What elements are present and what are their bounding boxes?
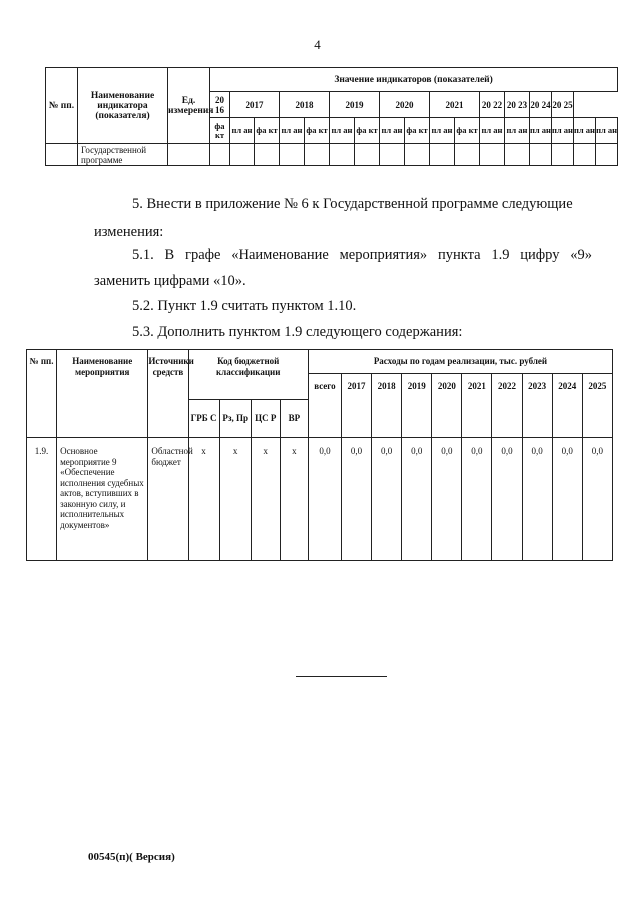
col-source-header: Источники средств <box>148 350 188 438</box>
subheader-plan: пл ан <box>574 118 596 144</box>
subheader-plan: пл ан <box>552 118 574 144</box>
year-2021-header: 2021 <box>462 374 492 438</box>
table-cell <box>168 144 210 166</box>
year-2022-header: 2022 <box>492 374 522 438</box>
activities-table <box>26 349 613 561</box>
year-2020-header: 2020 <box>380 92 430 118</box>
code-rz-pr-header: Рз, Пр <box>219 400 251 438</box>
code-csr-header: ЦС Р <box>251 400 280 438</box>
indicator-row-name: Государственной программе <box>78 144 168 166</box>
page-number: 4 <box>314 37 321 52</box>
row-value-2018: 0,0 <box>372 438 402 561</box>
col-budget-code-header: Код бюджетной классификации <box>188 350 308 400</box>
year-2025-header: 2025 <box>582 374 612 438</box>
paragraph-5-continued: изменения: <box>94 224 164 240</box>
subheader-fakt: фа кт <box>210 118 230 144</box>
row-value-2022: 0,0 <box>492 438 522 561</box>
subheader-fakt: фа кт <box>355 118 380 144</box>
year-2023-header: 20 23 <box>505 92 530 118</box>
row-code-csr: x <box>251 438 280 561</box>
subheader-fakt: фа кт <box>455 118 480 144</box>
col-values-header: Значение индикаторов (показателей) <box>210 68 618 92</box>
row-activity-name: Основное мероприятие 9 «Обеспечение исполнения судебных актов, вступивших в законную силу, и исполнительных документов» <box>57 438 148 561</box>
subheader-plan: пл ан <box>596 118 618 144</box>
row-number: 1.9. <box>27 438 57 561</box>
year-2025-header: 20 25 <box>552 92 574 118</box>
subheader-plan: пл ан <box>480 118 505 144</box>
col-total-header: всего <box>308 374 341 438</box>
paragraph-5-1-continued: заменить цифрами «10». <box>94 273 246 289</box>
year-2024-header: 2024 <box>552 374 582 438</box>
col-indicator-name-header: Наименование индикатора (показателя) <box>78 68 168 144</box>
col-number-header: № пп. <box>46 68 78 144</box>
row-value-2017: 0,0 <box>342 438 372 561</box>
document-footer: 00545(п)( Версия) <box>88 851 175 863</box>
subheader-plan: пл ан <box>230 118 255 144</box>
row-value-2019: 0,0 <box>402 438 432 561</box>
row-source: Областной бюджет <box>148 438 188 561</box>
subheader-fakt: фа кт <box>305 118 330 144</box>
year-2021-header: 2021 <box>430 92 480 118</box>
year-2019-header: 2019 <box>330 92 380 118</box>
row-total-value: 0,0 <box>308 438 341 561</box>
subheader-plan: пл ан <box>505 118 530 144</box>
subheader-plan: пл ан <box>380 118 405 144</box>
year-2020-header: 2020 <box>432 374 462 438</box>
row-value-2024: 0,0 <box>552 438 582 561</box>
paragraph-5-2: 5.2. Пункт 1.9 считать пунктом 1.10. <box>132 298 357 314</box>
subheader-plan: пл ан <box>430 118 455 144</box>
col-unit-header: Ед. измерения <box>168 68 210 144</box>
year-2018-header: 2018 <box>280 92 330 118</box>
subheader-plan: пл ан <box>280 118 305 144</box>
row-code-vr: x <box>280 438 308 561</box>
indicators-table <box>45 67 618 166</box>
row-value-2021: 0,0 <box>462 438 492 561</box>
code-vr-header: ВР <box>280 400 308 438</box>
year-2019-header: 2019 <box>402 374 432 438</box>
divider-line <box>296 676 387 677</box>
code-grbs-header: ГРБ С <box>188 400 219 438</box>
paragraph-5-1: 5.1. В графе «Наименование мероприятия» пункта 1.9 цифру «9» <box>132 247 592 263</box>
row-value-2020: 0,0 <box>432 438 462 561</box>
col-activity-name-header: Наименование мероприятия <box>57 350 148 438</box>
table-row <box>27 438 613 561</box>
year-2023-header: 2023 <box>522 374 552 438</box>
year-2018-header: 2018 <box>372 374 402 438</box>
year-2024-header: 20 24 <box>530 92 552 118</box>
paragraph-5: 5. Внести в приложение № 6 к Государственной программе следующие <box>132 196 573 212</box>
row-value-2025: 0,0 <box>582 438 612 561</box>
table-cell <box>46 144 78 166</box>
subheader-fakt: фа кт <box>255 118 280 144</box>
subheader-fakt: фа кт <box>405 118 430 144</box>
paragraph-5-3: 5.3. Дополнить пунктом 1.9 следующего содержания: <box>132 324 463 340</box>
subheader-plan: пл ан <box>530 118 552 144</box>
row-code-rz-pr: x <box>219 438 251 561</box>
year-2017-header: 2017 <box>342 374 372 438</box>
year-2017-header: 2017 <box>230 92 280 118</box>
year-2022-header: 20 22 <box>480 92 505 118</box>
year-2016-header: 20 16 <box>210 92 230 118</box>
row-value-2023: 0,0 <box>522 438 552 561</box>
col-expenses-header: Расходы по годам реализации, тыс. рублей <box>308 350 612 374</box>
row-code-grbs: x <box>188 438 219 561</box>
col-number-header: № пп. <box>27 350 57 438</box>
subheader-plan: пл ан <box>330 118 355 144</box>
